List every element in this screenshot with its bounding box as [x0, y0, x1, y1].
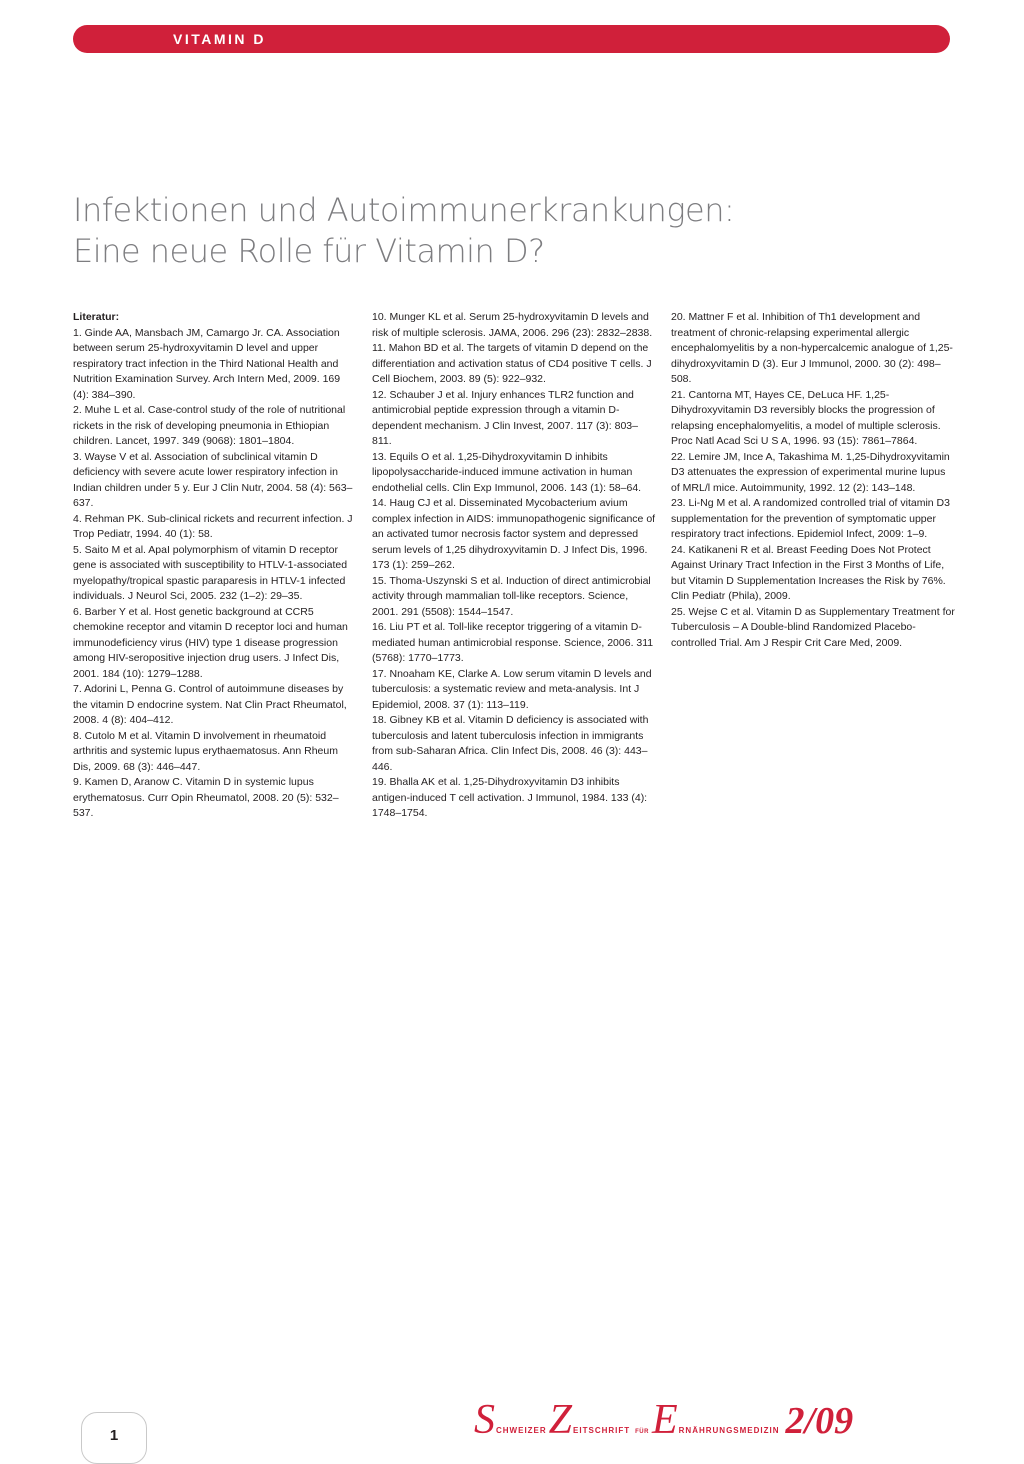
reference-item: 2. Muhe L et al. Case-control study of the role of nutritional rickets in the risk of developing pneumonia in Ethiopian children. Lancet, 1997. 349 (9068): 1801–1804. — [73, 404, 346, 447]
page-number-tab — [81, 1412, 147, 1464]
references-column-1 — [73, 310, 358, 822]
reference-item: 8. Cutolo M et al. Vitamin D involvement in rheumatoid arthritis and systemic lupus erythaematosus. Ann Rheum Dis, 2009. 68 (3): 446–447. — [73, 729, 338, 773]
reference-item: 13. Equils O et al. 1,25-Dihydroxyvitamin D inhibits lipopolysaccharide-induced immune activation in human endothelial cells. Clin Exp Immunol, 2006. 143 (1): 58–64. — [372, 450, 642, 494]
section-header-bar — [73, 25, 950, 53]
journal-logo-schweizer: CHWEIZER — [496, 1426, 547, 1435]
reference-item: 6. Barber Y et al. Host genetic background at CCR5 chemokine receptor and vitamin D receptor loci and human immunodeficiency virus (HIV) type 1 disease progression among HIV-seropositive injection drug users. J Infect Dis, 2001. 184 (10): 1279–1288. — [73, 605, 348, 680]
reference-item: 23. Li-Ng M et al. A randomized controlled trial of vitamin D3 supplementation for the prevention of symptomatic upper respiratory tract infections. Epidemiol Infect, 2009: 1–9. — [671, 497, 950, 540]
reference-item: 15. Thoma-Uszynski S et al. Induction of direct antimicrobial activity through mammalian toll-like receptors. Science, 2001. 291 (5508): 1544–1547. — [372, 574, 651, 618]
reference-item: 7. Adorini L, Penna G. Control of autoimmune diseases by the vitamin D endocrine system. Nat Clin Pract Rheumatol, 2008. 4 (8): 404–412. — [73, 683, 347, 726]
article-title — [73, 190, 734, 272]
reference-item: 21. Cantorna MT, Hayes CE, DeLuca HF. 1,25-Dihydroxyvitamin D3 reversibly blocks the progression of relapsing encephalomyelitis, a model of multiple sclerosis. Proc Natl Acad Sci U S A, 1996. 93 (15): 7861–7864. — [671, 388, 941, 447]
reference-item: 9. Kamen D, Aranow C. Vitamin D in systemic lupus erythematosus. Curr Opin Rheumatol, 2008. 20 (5): 532–537. — [73, 776, 339, 819]
reference-item: 3. Wayse V et al. Association of subclinical vitamin D deficiency with severe acute lower respiratory infection in Indian children under 5 y. Eur J Clin Nutr, 2004. 58 (4): 563–637. — [73, 450, 353, 509]
journal-logo-s: S — [474, 1397, 495, 1443]
journal-logo-zeitschrift: EITSCHRIFT — [573, 1426, 631, 1435]
reference-item: 17. Nnoaham KE, Clarke A. Low serum vitamin D levels and tuberculosis: a systematic review and meta-analysis. Int J Epidemiol, 2008. 37 (1): 113–119. — [372, 667, 652, 711]
reference-item: 14. Haug CJ et al. Disseminated Mycobacterium avium complex infection in AIDS: immunopathogenic significance of an activated tumor necrosis factor system and depressed serum levels of 1,25 dihydroxyvitamin D. J Infect Dis, 1996. 173 (1): 259–262. — [372, 497, 656, 571]
reference-item: 20. Mattner F et al. Inhibition of Th1 development and treatment of chronic-relapsing experimental allergic encephalomyelitis by a non-hypercalcemic analogue of 1,25-dihydroxyvitamin D (3). Eur J Immunol, 2000. 30 (2): 498–508. — [671, 311, 953, 385]
reference-item: 12. Schauber J et al. Injury enhances TLR2 function and antimicrobial peptide expression through a vitamin D-dependent mechanism. J Clin Invest, 2007. 117 (3): 803–811. — [372, 388, 638, 447]
section-label: VITAMIN D — [173, 31, 267, 47]
reference-item: 16. Liu PT et al. Toll-like receptor triggering of a vitamin D-mediated human antimicrobial response. Science, 2006. 311 (5768): 1770–1773. — [372, 621, 654, 664]
reference-item: 5. Saito M et al. ApaI polymorphism of vitamin D receptor gene is associated with susceptibility to HTLV-1-associated myelopathy/tropical spastic paraparesis in HTLV-1 infected individuals. J Neurol Sci, 2005. 232 (1–2): 29–35. — [73, 543, 348, 602]
journal-logo-ernaehrungsmedizin: RNÄHRUNGSMEDIZIN — [678, 1426, 780, 1435]
page-number: 1 — [109, 1427, 119, 1444]
reference-item: 19. Bhalla AK et al. 1,25-Dihydroxyvitamin D3 inhibits antigen-induced T cell activation. J Immunol, 1984. 133 (4): 1748–1754. — [372, 776, 648, 819]
journal-logo-e: E — [651, 1397, 678, 1443]
journal-logo — [474, 1396, 853, 1444]
journal-logo-fuer: FÜR — [635, 1429, 649, 1435]
article-title-line-2: Eine neue Rolle für Vitamin D? — [73, 232, 545, 270]
reference-item: 4. Rehman PK. Sub-clinical rickets and recurrent infection. J Trop Pediatr, 1994. 40 (1): 58. — [73, 512, 353, 540]
reference-item: 10. Munger KL et al. Serum 25-hydroxyvitamin D levels and risk of multiple sclerosis. JAMA, 2006. 296 (23): 2832–2838. — [372, 311, 653, 339]
reference-item: 22. Lemire JM, Ince A, Takashima M. 1,25-Dihydroxyvitamin D3 attenuates the expression of experimental murine lupus of MRL/l mice. Autoimmunity, 1992. 12 (2): 143–148. — [671, 450, 950, 494]
article-title-line-1: Infektionen und Autoimmunerkrankungen: — [73, 191, 735, 229]
literature-heading: Literatur: — [73, 311, 120, 323]
reference-item: 24. Katikaneni R et al. Breast Feeding Does Not Protect Against Urinary Tract Infection in the First 3 Months of Life, but Vitamin D Supplementation Increases the Risk by 76%. Clin Pediatr (Phila), 2009. — [671, 543, 946, 602]
reference-item: 1. Ginde AA, Mansbach JM, Camargo Jr. CA. Association between serum 25-hydroxyvitamin D level and upper respiratory tract infection in the Third National Health and Nutrition Examination Survey. Arch Intern Med, 2009. 169 (4): 384–390. — [73, 326, 341, 401]
reference-item: 18. Gibney KB et al. Vitamin D deficiency is associated with tuberculosis and latent tuberculosis infection in immigrants from sub-Saharan Africa. Clin Infect Dis, 2008. 46 (3): 443–446. — [372, 714, 649, 773]
references-column-2 — [372, 310, 657, 822]
reference-item: 25. Wejse C et al. Vitamin D as Supplementary Treatment for Tuberculosis – A Double-blind Randomized Placebo-controlled Trial. Am J Respir Crit Care Med, 2009. — [671, 605, 955, 649]
reference-item: 11. Mahon BD et al. The targets of vitamin D depend on the differentiation and activation status of CD4 positive T cells. J Cell Biochem, 2003. 89 (5): 922–932. — [372, 342, 652, 385]
journal-issue: 2/09 — [785, 1400, 854, 1442]
references-column-3 — [671, 310, 956, 651]
journal-logo-z: Z — [548, 1397, 573, 1443]
